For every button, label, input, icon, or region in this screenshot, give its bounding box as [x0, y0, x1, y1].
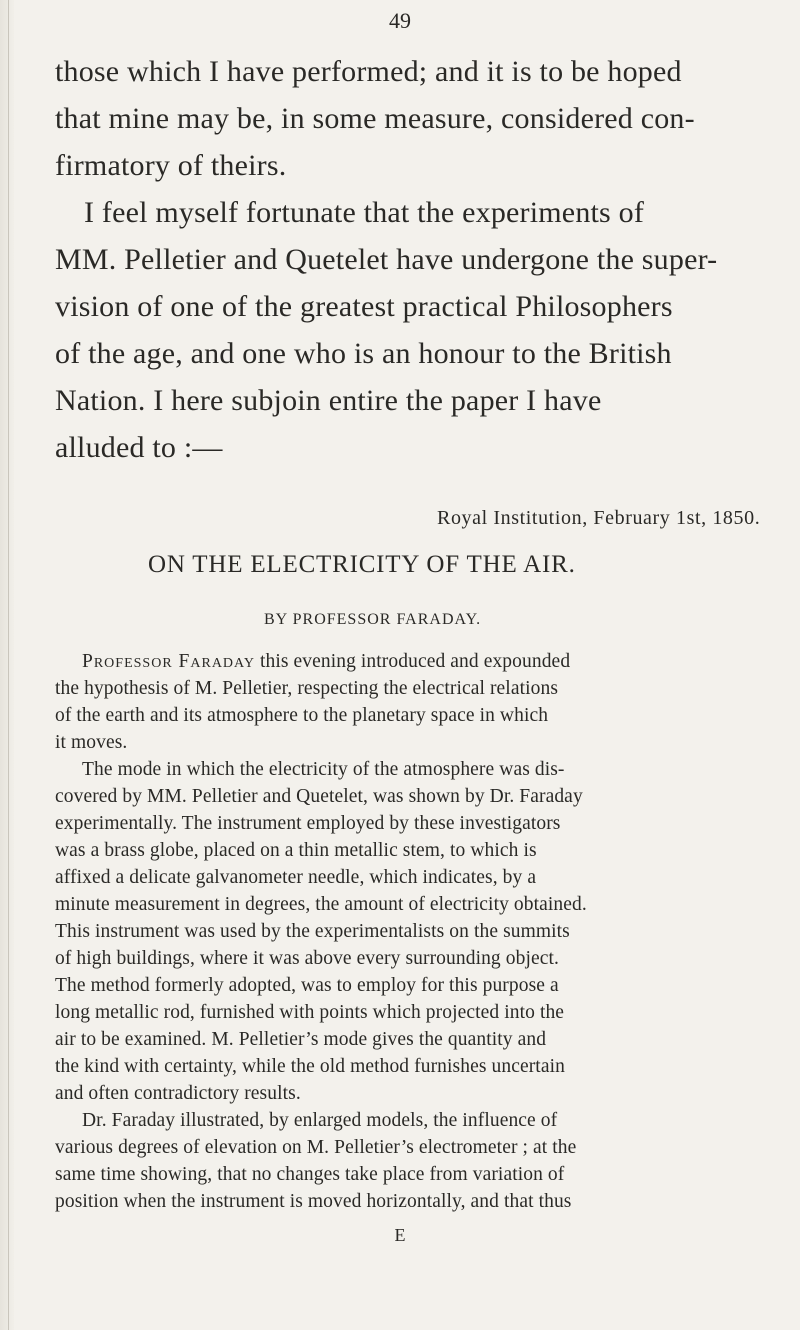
- intro-line: of the age, and one who is an honour to the British: [55, 337, 672, 370]
- article-line-text: this evening introduced and expounded: [254, 651, 571, 672]
- article-line: Dr. Faraday illustrated, by enlarged models, the influence of: [82, 1110, 558, 1131]
- article-line: and often contradictory results.: [55, 1083, 301, 1104]
- article-line: position when the instrument is moved horizontally, and that thus: [55, 1191, 572, 1212]
- page-number: 49: [389, 8, 411, 33]
- article-line: of high buildings, where it was above every surrounding object.: [55, 948, 559, 969]
- article-line: This instrument was used by the experimentalists on the summits: [55, 921, 570, 942]
- article-line: minute measurement in degrees, the amount of electricity obtained.: [55, 894, 587, 915]
- intro-line: alluded to :—: [55, 431, 223, 464]
- page-binding-line: [8, 0, 9, 1330]
- page-binding-edge: [0, 0, 14, 1330]
- intro-line: MM. Pelletier and Quetelet have undergone the super-: [55, 243, 718, 276]
- article-line: various degrees of elevation on M. Pelletier’s electrometer ; at the: [55, 1137, 577, 1158]
- article-line: affixed a delicate galvanometer needle, which indicates, by a: [55, 867, 537, 888]
- article-line: the hypothesis of M. Pelletier, respecting the electrical relations: [55, 678, 559, 699]
- article-line: was a brass globe, placed on a thin metallic stem, to which is: [55, 840, 537, 861]
- article-line: the kind with certainty, while the old method furnishes uncertain: [55, 1056, 565, 1077]
- article-line: The method formerly adopted, was to employ for this purpose a: [55, 975, 559, 996]
- signature-mark: E: [394, 1225, 406, 1245]
- article-line: of the earth and its atmosphere to the planetary space in which: [55, 705, 549, 726]
- article-line: The mode in which the electricity of the atmosphere was dis-: [82, 759, 565, 780]
- article-line: same time showing, that no changes take place from variation of: [55, 1164, 565, 1185]
- article-byline: BY PROFESSOR FARADAY.: [264, 611, 482, 628]
- intro-line: I feel myself fortunate that the experiments of: [84, 196, 645, 229]
- article-line: air to be examined. M. Pelletier’s mode gives the quantity and: [55, 1029, 547, 1050]
- intro-line: those which I have performed; and it is to be hoped: [55, 55, 682, 88]
- intro-line: firmatory of theirs.: [55, 149, 287, 182]
- intro-line: Nation. I here subjoin entire the paper I have: [55, 384, 602, 417]
- article-line: it moves.: [55, 732, 128, 753]
- article-line: long metallic rod, furnished with points which projected into the: [55, 1002, 565, 1023]
- intro-line: vision of one of the greatest practical Philosophers: [55, 290, 673, 323]
- article-line: [82, 651, 570, 673]
- intro-line: that mine may be, in some measure, considered con-: [55, 102, 695, 135]
- article-line: covered by MM. Pelletier and Quetelet, was shown by Dr. Faraday: [55, 786, 583, 807]
- article-title: ON THE ELECTRICITY OF THE AIR.: [148, 551, 576, 578]
- lead-name: Professor Faraday: [82, 651, 255, 672]
- article-line: experimentally. The instrument employed by these investigators: [55, 813, 561, 834]
- dateline: Royal Institution, February 1st, 1850.: [437, 507, 761, 529]
